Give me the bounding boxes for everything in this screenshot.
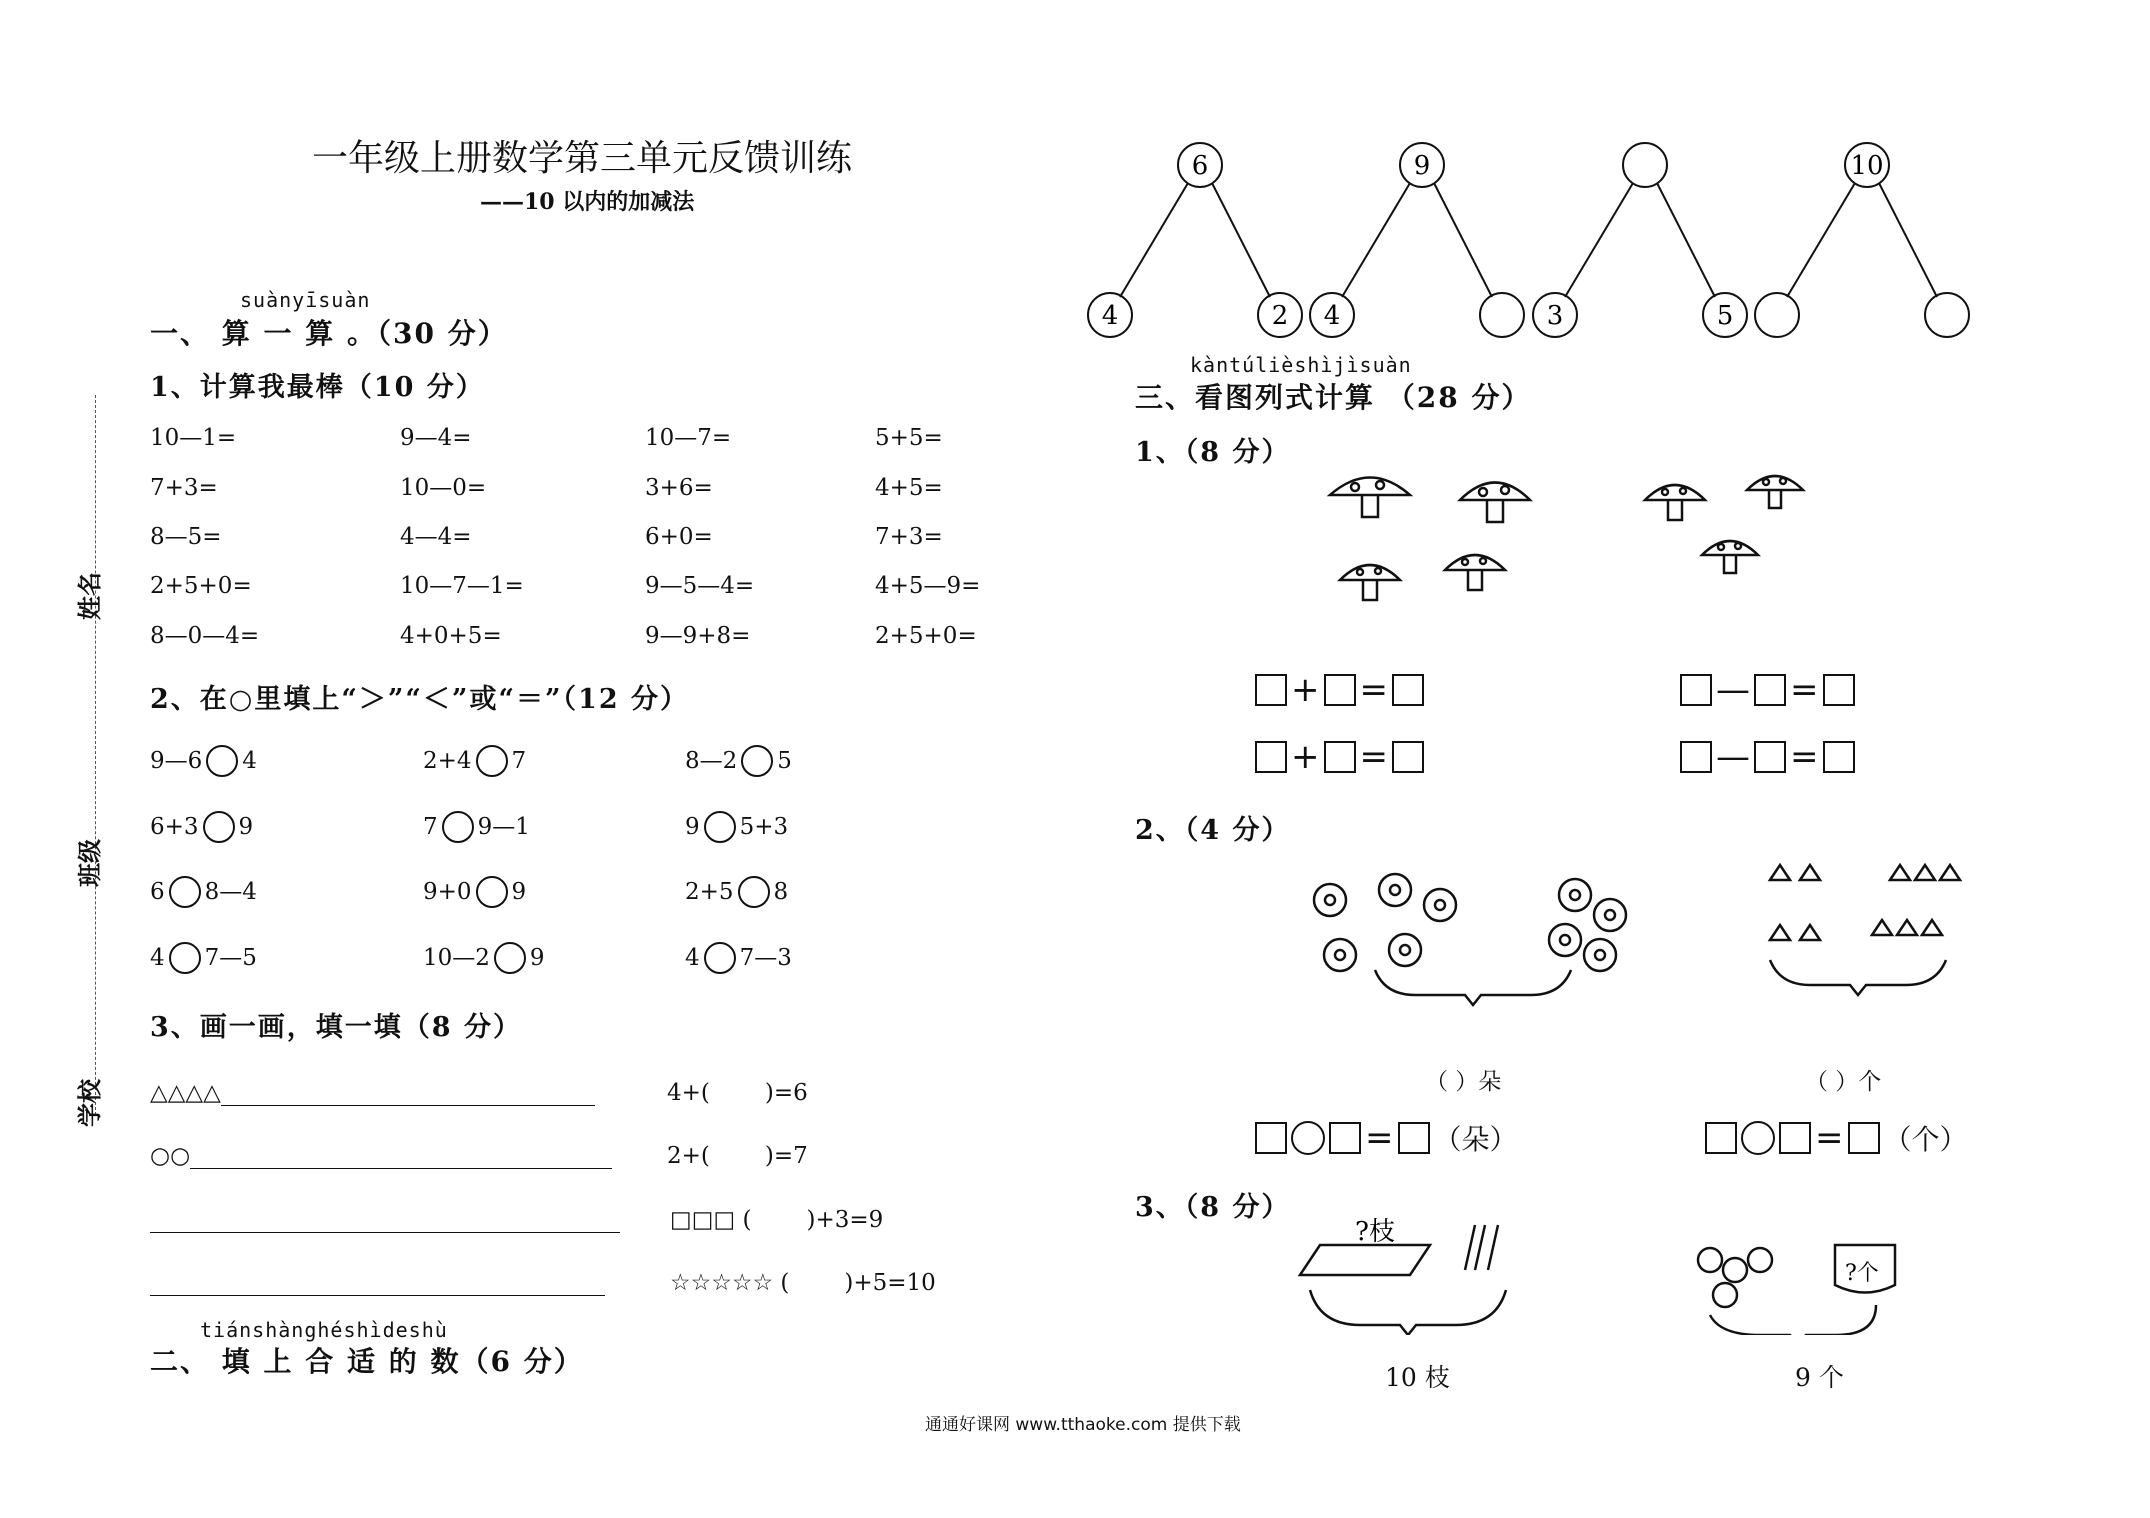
apple-icon [1698, 1248, 1722, 1272]
equation-right: )=6 [764, 1080, 808, 1106]
compare-circle[interactable] [738, 876, 770, 908]
apple-icon [1713, 1283, 1737, 1307]
calc-item[interactable]: 6+0= [645, 524, 713, 550]
operator: — [1716, 737, 1750, 777]
compare-circle[interactable] [494, 942, 526, 974]
flower-icon [1389, 934, 1421, 966]
operator-circle[interactable] [1741, 1121, 1775, 1155]
answer-box[interactable] [1848, 1122, 1880, 1154]
operator: + [1291, 670, 1320, 710]
calc-item[interactable]: 7+3= [150, 475, 218, 501]
answer-box[interactable] [1680, 741, 1712, 773]
unit-label: （个） [1883, 1123, 1968, 1156]
answer-box[interactable] [1754, 674, 1786, 706]
calc-item[interactable]: 9—9+8= [645, 623, 751, 649]
answer-box[interactable] [1779, 1122, 1811, 1154]
compare-circle[interactable] [169, 876, 201, 908]
compare-item [685, 942, 792, 974]
compare-right: 7—5 [204, 945, 257, 971]
calc-item[interactable]: 7+3= [875, 524, 943, 550]
compare-item [685, 745, 792, 777]
calc-item[interactable]: 2+5+0= [875, 623, 977, 649]
compare-left: 8—2 [685, 748, 738, 774]
equals: = [1365, 1118, 1394, 1158]
compare-left: 6 [150, 879, 165, 905]
equation-left: ☆☆☆☆☆ ( [670, 1270, 790, 1296]
operator-circle[interactable] [1291, 1121, 1325, 1155]
tree-value: 2 [1271, 301, 1289, 331]
q2-heading: 2、在○里填上“＞”“＜”或“＝”（12 分） [150, 684, 689, 715]
flower-icon [1559, 879, 1591, 911]
s3-q3-heading: 3、（8 分） [1135, 1192, 1291, 1223]
fill-equation [670, 1207, 883, 1233]
calc-item[interactable]: 3+6= [645, 475, 713, 501]
flower-icon [1324, 939, 1356, 971]
flower-icon [1424, 889, 1456, 921]
compare-right: 7 [511, 748, 527, 774]
mushroom-icon [1330, 478, 1410, 518]
tree-value: 9 [1413, 151, 1431, 181]
equals: = [1359, 737, 1388, 777]
triangle-equation [1705, 1118, 1968, 1158]
equals: = [1790, 670, 1819, 710]
compare-left: 10—2 [423, 945, 490, 971]
name-label: 姓名 [75, 572, 104, 620]
answer-box[interactable] [1324, 741, 1356, 773]
answer-box[interactable] [1392, 741, 1424, 773]
tree-branch [1120, 183, 1188, 297]
compare-circle[interactable] [203, 811, 235, 843]
tree-value: 10 [1850, 151, 1884, 181]
flower-icon [1549, 924, 1581, 956]
mushroom-icon [1645, 485, 1705, 520]
triangle-icon [1770, 865, 1960, 880]
answer-box[interactable] [1398, 1122, 1430, 1154]
q1-heading: 1、计算我最棒（10 分） [150, 372, 485, 403]
equation-left: 2+( [667, 1143, 710, 1169]
answer-box[interactable] [1255, 1122, 1287, 1154]
calc-item[interactable]: 8—5= [150, 524, 222, 550]
section1-heading: 一、 算 一 算 。（30 分） [150, 317, 508, 350]
calc-item[interactable]: 2+5+0= [150, 573, 252, 599]
page-title: 一年级上册数学第三单元反馈训练 [312, 138, 853, 179]
mushroom-icon [1747, 476, 1803, 508]
tree-branch [1434, 183, 1492, 297]
calc-item[interactable]: 4+5—9= [875, 573, 981, 599]
fill-equation [670, 1270, 936, 1296]
tree-branch [1565, 183, 1633, 297]
box-equation [1680, 737, 1855, 777]
tree-branch [1879, 183, 1937, 297]
pencil-question: ?枝 [1355, 1217, 1395, 1247]
section2-heading: 二、 填 上 合 适 的 数（6 分） [150, 1345, 584, 1378]
compare-item [423, 942, 545, 974]
number-trees [1080, 130, 2000, 350]
compare-left: 9 [685, 814, 700, 840]
apple-question: ?个 [1845, 1261, 1879, 1286]
brace-icon [1375, 970, 1571, 1005]
tree-value: 4 [1323, 301, 1341, 331]
compare-right: 9 [238, 814, 254, 840]
compare-item [150, 942, 257, 974]
apple-icon [1748, 1248, 1772, 1272]
compare-circle[interactable] [206, 745, 238, 777]
tree-branch [1657, 183, 1715, 297]
compare-right: 8 [773, 879, 789, 905]
blank-line[interactable] [150, 1208, 620, 1233]
shapes: △△△△ [150, 1080, 221, 1106]
box-equation [1255, 670, 1424, 710]
brace-icon [1770, 960, 1946, 995]
compare-right: 7—3 [739, 945, 792, 971]
equation-right: )+5=10 [844, 1270, 936, 1296]
unit-label: （朵） [1433, 1123, 1518, 1156]
mushroom-icon [1460, 483, 1530, 523]
flower-icon [1584, 939, 1616, 971]
compare-circle[interactable] [442, 811, 474, 843]
compare-right: 9 [529, 945, 545, 971]
section1-pinyin: suànyīsuàn [240, 288, 371, 312]
tree-value: 3 [1546, 301, 1564, 331]
box-equation [1680, 670, 1855, 710]
box-equation [1255, 737, 1424, 777]
flower-icon [1594, 899, 1626, 931]
q3-heading: 3、画一画，填一填（8 分） [150, 1012, 522, 1043]
apple-total: 9 个 [1795, 1363, 1844, 1392]
compare-circle[interactable] [169, 942, 201, 974]
equation-left: □□□ ( [670, 1207, 752, 1233]
compare-left: 2+5 [685, 879, 734, 905]
pencil-box-icon [1300, 1245, 1430, 1275]
brace-icon [1710, 1305, 1876, 1335]
tree-node-right[interactable] [1480, 293, 1524, 337]
section3-pinyin: kàntúlièshìjìsuàn [1190, 353, 1412, 377]
page-subtitle: ——10 以内的加减法 [480, 189, 695, 215]
compare-right: 8—4 [204, 879, 257, 905]
answer-box[interactable] [1823, 741, 1855, 773]
class-label: 班级 [75, 839, 104, 887]
school-label: 学校 [75, 1079, 104, 1127]
answer-box[interactable] [1329, 1122, 1361, 1154]
fill-equation [667, 1143, 808, 1169]
s3-q1-heading: 1、（8 分） [1135, 437, 1291, 468]
shapes: ○○ [150, 1143, 191, 1169]
equation-right: )+3=9 [806, 1207, 884, 1233]
tree-node-top[interactable] [1623, 143, 1667, 187]
compare-left: 7 [423, 814, 438, 840]
answer-box[interactable] [1680, 674, 1712, 706]
calc-item[interactable]: 9—5—4= [645, 573, 755, 599]
answer-box[interactable] [1705, 1122, 1737, 1154]
compare-circle[interactable] [704, 942, 736, 974]
answer-box[interactable] [1324, 674, 1356, 706]
calc-item[interactable]: 4+5= [875, 475, 943, 501]
blank-line[interactable] [190, 1144, 612, 1169]
compare-left: 9+0 [423, 879, 472, 905]
pencil-total: 10 枝 [1385, 1363, 1450, 1392]
compare-left: 9—6 [150, 748, 203, 774]
compare-item [685, 876, 788, 908]
mushroom-icon [1702, 541, 1758, 573]
fill-equation [667, 1080, 808, 1106]
drawing-line[interactable] [150, 1143, 612, 1169]
calc-item[interactable]: 5+5= [875, 425, 943, 451]
s3-q2-heading: 2、（4 分） [1135, 815, 1291, 846]
equals: = [1359, 670, 1388, 710]
blank-line[interactable] [221, 1081, 595, 1106]
apple-icon [1723, 1258, 1747, 1282]
equation-left: 4+( [667, 1080, 710, 1106]
calc-item[interactable]: 4—4= [400, 524, 472, 550]
equals: = [1790, 737, 1819, 777]
calc-item[interactable]: 10—7= [645, 425, 732, 451]
tree-branch [1787, 183, 1855, 297]
pencils-apples-picture [1290, 1195, 1930, 1335]
compare-item [423, 811, 530, 843]
calc-item[interactable]: 9—4= [400, 425, 472, 451]
mushroom-icon [1445, 555, 1505, 590]
triangle-icon [1770, 920, 1942, 940]
tree-value: 5 [1716, 301, 1734, 331]
compare-circle[interactable] [704, 811, 736, 843]
flowers-triangles-picture [1300, 860, 2020, 1010]
flower-icon [1379, 874, 1411, 906]
mushroom-picture [1310, 465, 1870, 635]
footer-text: 通通好课网 www.tthaoke.com 提供下载 [925, 1415, 1241, 1435]
calc-item[interactable]: 4+0+5= [400, 623, 502, 649]
compare-circle[interactable] [476, 876, 508, 908]
tree-branch [1342, 183, 1410, 297]
compare-item [423, 745, 526, 777]
drawing-line[interactable] [150, 1080, 595, 1106]
compare-left: 4 [685, 945, 700, 971]
compare-left: 4 [150, 945, 165, 971]
compare-item [150, 811, 253, 843]
equation-right: )=7 [764, 1143, 808, 1169]
tree-value: 4 [1101, 301, 1119, 331]
triangle-count-blank[interactable]: （ ）个 [1805, 1069, 1882, 1095]
answer-box[interactable] [1255, 674, 1287, 706]
answer-box[interactable] [1754, 741, 1786, 773]
compare-right: 4 [242, 748, 257, 774]
answer-box[interactable] [1255, 741, 1287, 773]
compare-left: 6+3 [150, 814, 199, 840]
calc-item[interactable]: 10—7—1= [400, 573, 524, 599]
section2-pinyin: tiánshànghéshìdeshù [200, 1318, 448, 1342]
blank-line[interactable] [150, 1271, 605, 1296]
brace-icon [1310, 1290, 1506, 1335]
flower-icon [1314, 884, 1346, 916]
compare-item [685, 811, 788, 843]
compare-right: 5 [777, 748, 792, 774]
compare-right: 5+3 [739, 814, 789, 840]
tree-value: 6 [1191, 151, 1209, 181]
tree-node-left[interactable] [1755, 293, 1799, 337]
mushroom-icon [1340, 565, 1400, 600]
compare-item [150, 745, 257, 777]
answer-box[interactable] [1823, 674, 1855, 706]
answer-box[interactable] [1392, 674, 1424, 706]
flower-count-blank[interactable]: （ ）朵 [1425, 1069, 1502, 1095]
compare-circle[interactable] [476, 745, 508, 777]
operator: — [1716, 670, 1750, 710]
calc-item[interactable]: 10—1= [150, 425, 237, 451]
binding-line [95, 395, 96, 1115]
compare-right: 9 [511, 879, 527, 905]
drawing-line[interactable] [150, 1270, 605, 1296]
tree-branch [1212, 183, 1270, 297]
calc-item[interactable]: 10—0= [400, 475, 487, 501]
flower-equation [1255, 1118, 1518, 1158]
calc-item[interactable]: 8—0—4= [150, 623, 260, 649]
compare-right: 9—1 [477, 814, 530, 840]
equals: = [1815, 1118, 1844, 1158]
pencil-icon [1465, 1225, 1498, 1270]
section3-heading: 三、看图列式计算 （28 分） [1135, 381, 1532, 414]
operator: + [1291, 737, 1320, 777]
compare-item [150, 876, 257, 908]
tree-node-right[interactable] [1925, 293, 1969, 337]
compare-circle[interactable] [741, 745, 773, 777]
compare-item [423, 876, 526, 908]
drawing-line[interactable] [150, 1207, 620, 1233]
compare-left: 2+4 [423, 748, 472, 774]
